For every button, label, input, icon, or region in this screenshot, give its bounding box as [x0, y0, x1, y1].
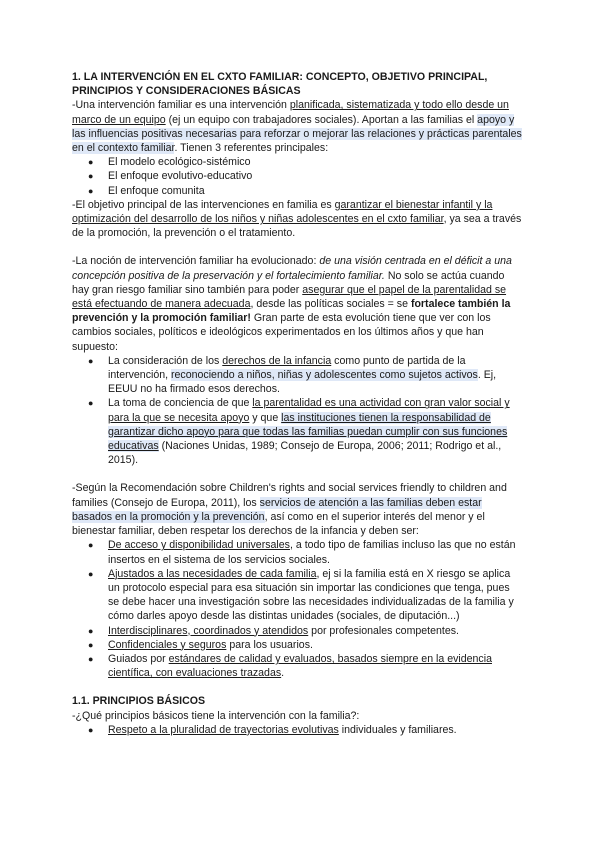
underlined-text: estándares de calidad y evaluados, basados siempre en la evidencia científica, con evaluaciones trazadas — [108, 652, 492, 680]
underlined-text: Interdisciplinares, coordinados y atendidos — [108, 624, 309, 637]
bullet-icon: ● — [88, 171, 94, 182]
principles-list — [72, 723, 522, 737]
bullet-icon: ● — [88, 157, 94, 168]
list-item — [72, 538, 522, 566]
text: , a todo tipo de familias incluso las que no están insertos en el sistema de los servicios sociales. — [108, 539, 516, 566]
text: No solo se actúa cuando hay gran riesgo familiar sino también para poder — [72, 269, 505, 296]
bullet-icon: ● — [88, 639, 94, 650]
referents-list — [72, 155, 522, 198]
bold-text: fortalece también la prevención y la promoción familiar! — [72, 298, 511, 325]
text: La consideración de los — [108, 354, 223, 367]
text: como punto de partida de la intervención, — [108, 354, 466, 382]
underlined-text: la parentalidad es una actividad con gran valor social y para la que se necesita apoyo — [108, 397, 510, 424]
text: . Tienen 3 referentes principales: — [174, 142, 329, 155]
bullet-icon: ● — [88, 568, 94, 579]
list-item — [72, 723, 522, 737]
list-item-text: El modelo ecológico-sistémico — [108, 156, 251, 169]
document-page — [72, 70, 522, 737]
underlined-text: Respeto a la pluralidad de trayectorias evolutivas — [108, 723, 339, 736]
underlined-text: De acceso y disponibilidad universales — [108, 539, 290, 552]
text: -La noción de intervención familiar ha evolucionado: — [72, 255, 320, 268]
text: . Ej, EEUU no ha firmado esos derechos. — [108, 369, 497, 396]
list-item-text: El enfoque comunita — [108, 184, 205, 197]
bullet-icon: ● — [88, 540, 94, 551]
text: Gran parte de esta evolución tiene que ver con los cambios sociales, políticos e ideológicos experimentados en los últimos años y que han supuesto: — [72, 312, 491, 353]
list-item — [72, 184, 522, 198]
underlined-text: Confidenciales y seguros — [108, 638, 227, 651]
changes-list — [72, 354, 522, 468]
list-item — [72, 354, 522, 397]
list-item-text: El enfoque evolutivo-educativo — [108, 170, 253, 183]
list-item — [72, 652, 522, 680]
heading-line-2: PRINCIPIOS Y CONSIDERACIONES BÁSICAS — [72, 85, 301, 98]
text: , así como en el superior interés del menor y el bienestar familiar, deben respetar los derechos de la infancia y deben ser: — [72, 510, 485, 538]
list-item — [72, 624, 522, 638]
list-item — [72, 169, 522, 183]
list-item — [72, 567, 522, 624]
highlighted-text: reconociendo a niños, niñas y adolescentes como sujetos activos — [171, 369, 478, 382]
services-list — [72, 538, 522, 680]
paragraph-question: -¿Qué principios básicos tiene la intervención con la familia?: — [72, 709, 360, 722]
text: Guiados por — [108, 652, 169, 665]
text: y que — [249, 411, 282, 424]
text: individuales y familiares. — [338, 723, 457, 736]
paragraph-definition — [72, 98, 522, 155]
underlined-text: garantizar el bienestar infantil y la optimización del desarrollo de los niños y niñas adolescentes en el cxto familiar — [72, 198, 493, 226]
list-item — [72, 396, 522, 467]
underlined-text: derechos de la infancia — [222, 354, 332, 367]
italic-text: de una visión centrada en el déficit a una concepción positiva de la preservación y el fortalecimiento familiar. — [72, 255, 512, 282]
bullet-icon: ● — [88, 724, 94, 735]
text: -Según la Recomendación sobre Children's rights and social services friendly to children and families (Consejo de Europa, 2011), los — [72, 482, 507, 509]
text: La toma de conciencia de que — [108, 397, 253, 410]
subsection-heading: 1.1. PRINCIPIOS BÁSICOS — [72, 695, 206, 708]
underlined-text: planificada, sistematizada y todo ello desde un marco de un equipo — [72, 99, 509, 126]
list-item — [72, 638, 522, 652]
text: , ej si la familia está en X riesgo se aplica un protocolo especial para esa situación sin importar las condiciones que tenga, pues se debe hacer una investigación sobre las necesidades individualizadas de la familia y cómo darles apoyo desde las distintas unidades (sociales, de diputación...) — [108, 567, 514, 623]
section-heading — [72, 70, 522, 98]
bullet-icon: ● — [88, 625, 94, 636]
text: por profesionales competentes. — [308, 624, 459, 637]
underlined-text: Ajustados a las necesidades de cada familia — [108, 567, 317, 580]
text: . — [281, 667, 285, 680]
highlighted-text: las instituciones tienen la responsabilidad de garantizar dicho apoyo para que todas las familias puedan cumplir con sus funciones educativas — [108, 411, 508, 453]
list-item — [72, 155, 522, 169]
text: (ej un equipo con trabajadores sociales). Aportan a las familias el — [165, 113, 478, 126]
paragraph-recommendation — [72, 481, 522, 538]
text: -Una intervención familiar es una intervención — [72, 99, 290, 112]
text: , ya sea a través de la promoción, la prevención o el tratamiento. — [72, 213, 522, 240]
paragraph-evolution — [72, 254, 522, 353]
text: , desde las políticas sociales = se — [250, 298, 411, 311]
heading-line-1: 1. LA INTERVENCIÓN EN EL CXTO FAMILIAR: CONCEPTO, OBJETIVO PRINCIPAL, — [72, 71, 488, 83]
bullet-icon: ● — [88, 355, 94, 366]
text: (Naciones Unidas, 1989; Consejo de Europa, 2006; 2011; Rodrigo et al., 2015). — [108, 440, 502, 467]
bullet-icon: ● — [88, 398, 94, 409]
highlighted-text: apoyo y las influencias positivas necesarias para reforzar o mejorar las relaciones y prácticas parentales en el contexto familiar — [72, 113, 522, 155]
highlighted-text: servicios de atención a las familias deben estar basados en la promoción y la prevención — [72, 496, 482, 523]
text: -El objetivo principal de las intervenciones en familia es — [72, 198, 335, 211]
paragraph-objective — [72, 198, 522, 241]
bullet-icon: ● — [88, 653, 94, 664]
underlined-text: asegurar que el papel de la parentalidad se está efectuando de manera adecuada — [72, 283, 507, 311]
bullet-icon: ● — [88, 185, 94, 196]
text: para los usuarios. — [226, 638, 313, 651]
